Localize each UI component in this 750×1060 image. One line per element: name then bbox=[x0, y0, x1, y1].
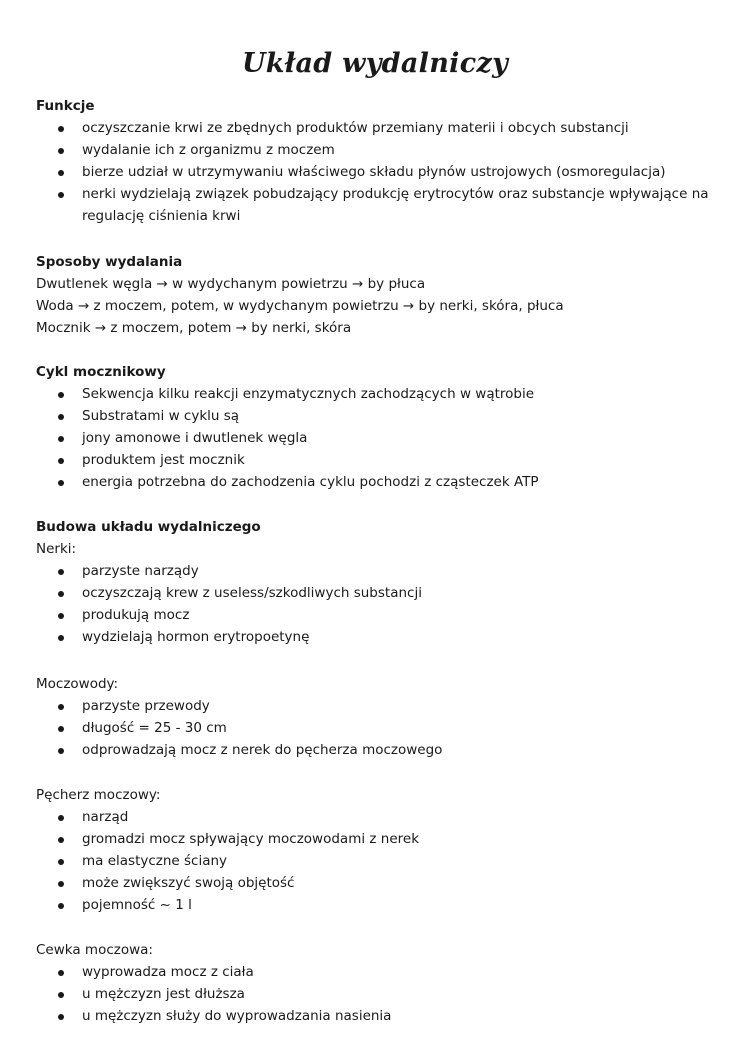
list-item: nerki wydzielają związek pobudzający produkcję erytrocytów oraz substancje wpływające na regulację ciśnienia krwi bbox=[36, 183, 710, 227]
bullet-icon bbox=[58, 613, 64, 619]
subsection-moczowody bbox=[36, 673, 710, 761]
subsection-cewka bbox=[36, 939, 710, 1027]
bullet-icon bbox=[58, 635, 64, 641]
list-item: bierze udział w utrzymywaniu właściwego składu płynów ustrojowych (osmoregulacja) bbox=[36, 161, 710, 183]
bullet-icon bbox=[58, 148, 64, 154]
bullet-icon bbox=[58, 436, 64, 442]
list-item: wyprowadza mocz z ciała bbox=[36, 961, 710, 983]
list-item: produktem jest mocznik bbox=[36, 449, 710, 471]
bullet-icon bbox=[58, 881, 64, 887]
list-item: wydzielają hormon erytropoetynę bbox=[36, 626, 710, 648]
text-line: Woda → z moczem, potem, w wydychanym powietrzu → by nerki, skóra, płuca bbox=[36, 298, 564, 314]
section-heading-cykl: Cykl mocznikowy bbox=[36, 364, 166, 380]
list-item: narząd bbox=[36, 806, 710, 828]
section-budowa bbox=[36, 516, 710, 648]
list-item: parzyste przewody bbox=[36, 695, 710, 717]
bullet-icon bbox=[58, 704, 64, 710]
text-line: Mocznik → z moczem, potem → by nerki, skóra bbox=[36, 320, 352, 336]
subsection-label-moczowody: Moczowody: bbox=[36, 676, 119, 692]
list-item: Substratami w cyklu są bbox=[36, 405, 710, 427]
bullet-icon bbox=[58, 414, 64, 420]
section-heading-budowa: Budowa układu wydalniczego bbox=[36, 519, 261, 535]
bullet-icon bbox=[58, 591, 64, 597]
bullet-icon bbox=[58, 970, 64, 976]
bullet-icon bbox=[58, 903, 64, 909]
subsection-label-pecherz: Pęcherz moczowy: bbox=[36, 787, 161, 803]
section-sposoby bbox=[36, 251, 710, 339]
list-item: parzyste narządy bbox=[36, 560, 710, 582]
list-item: energia potrzebna do zachodzenia cyklu pochodzi z cząsteczek ATP bbox=[36, 471, 710, 493]
bullet-icon bbox=[58, 1014, 64, 1020]
section-heading-funkcje: Funkcje bbox=[36, 98, 95, 114]
list-item: produkują mocz bbox=[36, 604, 710, 626]
list-item: gromadzi mocz spływający moczowodami z nerek bbox=[36, 828, 710, 850]
bullet-icon bbox=[58, 726, 64, 732]
list-item: wydalanie ich z organizmu z moczem bbox=[36, 139, 710, 161]
section-cykl bbox=[36, 361, 710, 493]
cewka-list bbox=[36, 961, 710, 1027]
bullet-icon bbox=[58, 992, 64, 998]
bullet-icon bbox=[58, 815, 64, 821]
list-item: u mężczyzn służy do wyprowadzania nasienia bbox=[36, 1005, 710, 1027]
list-item: długość = 25 - 30 cm bbox=[36, 717, 710, 739]
list-item: jony amonowe i dwutlenek węgla bbox=[36, 427, 710, 449]
bullet-icon bbox=[58, 458, 64, 464]
bullet-icon bbox=[58, 748, 64, 754]
subsection-label-nerki: Nerki: bbox=[36, 541, 77, 557]
bullet-icon bbox=[58, 170, 64, 176]
list-item: oczyszczają krew z useless/szkodliwych substancji bbox=[36, 582, 710, 604]
list-item: może zwiększyć swoją objętość bbox=[36, 872, 710, 894]
pecherz-list bbox=[36, 806, 710, 916]
cykl-list bbox=[36, 383, 710, 493]
moczowody-list bbox=[36, 695, 710, 761]
section-heading-sposoby: Sposoby wydalania bbox=[36, 254, 183, 270]
list-item: odprowadzają mocz z nerek do pęcherza moczowego bbox=[36, 739, 710, 761]
bullet-icon bbox=[58, 480, 64, 486]
list-item: oczyszczanie krwi ze zbędnych produktów przemiany materii i obcych substancji bbox=[36, 117, 710, 139]
nerki-list bbox=[36, 560, 710, 648]
funkcje-list bbox=[36, 117, 710, 227]
bullet-icon bbox=[58, 126, 64, 132]
bullet-icon bbox=[58, 192, 64, 198]
list-item: ma elastyczne ściany bbox=[36, 850, 710, 872]
bullet-icon bbox=[58, 392, 64, 398]
subsection-label-cewka: Cewka moczowa: bbox=[36, 942, 153, 958]
list-item: u mężczyzn jest dłuższa bbox=[36, 983, 710, 1005]
page-title: Układ wydalniczy bbox=[241, 48, 509, 79]
bullet-icon bbox=[58, 569, 64, 575]
bullet-icon bbox=[58, 837, 64, 843]
list-item: pojemność ~ 1 l bbox=[36, 894, 710, 916]
list-item: Sekwencja kilku reakcji enzymatycznych zachodzących w wątrobie bbox=[36, 383, 710, 405]
subsection-pecherz bbox=[36, 784, 710, 916]
bullet-icon bbox=[58, 859, 64, 865]
section-funkcje bbox=[36, 95, 710, 227]
text-line: Dwutlenek węgla → w wydychanym powietrzu → by płuca bbox=[36, 276, 426, 292]
